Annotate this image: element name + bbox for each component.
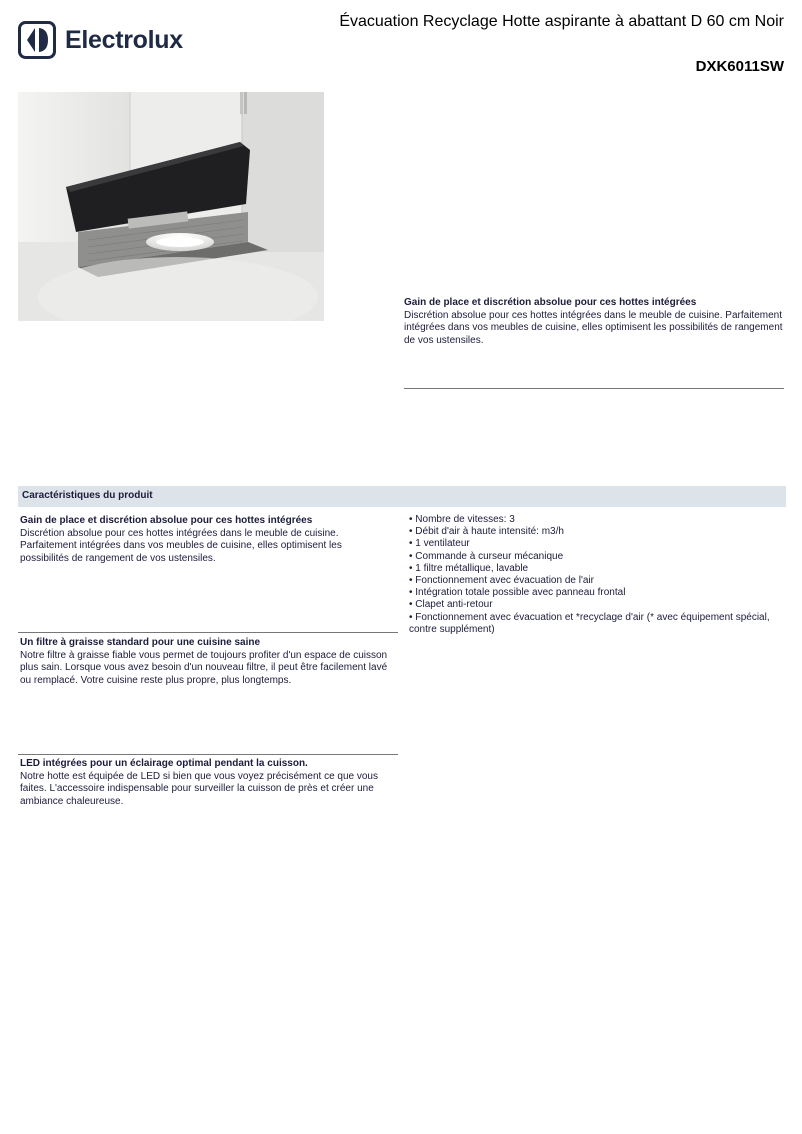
intro-heading: Gain de place et discrétion absolue pour ces hottes intégrées (404, 297, 697, 308)
brand-logo (18, 21, 183, 59)
feature-block (20, 515, 392, 565)
feature-text: Notre filtre à graisse fiable vous permet de toujours profiter d'un espace de cuisson plus sain. Lorsque vous avez besoin d'un nouveau filtre, il peut être facilement lavé ou remplacé. Votre cuisine reste plus propre, plus longtemps. (20, 649, 388, 686)
spec-item: • Fonctionnement avec évacuation et *recyclage d'air (* avec équipement spécial, contre supplément) (409, 611, 770, 635)
spec-item: • 1 ventilateur (409, 538, 470, 550)
electrolux-logo-icon (18, 21, 56, 59)
feature-text: Notre hotte est équipée de LED si bien que vous voyez précisément ce que vous faites. L'accessoire indispensable pour surveiller la cuisson de près et créer une ambiance chaleureuse. (20, 770, 378, 807)
intro-block (404, 297, 784, 347)
feature-heading: LED intégrées pour un éclairage optimal pendant la cuisson. (20, 758, 308, 769)
spec-item: • Nombre de vitesses: 3 (409, 514, 515, 525)
spec-item: • Intégration totale possible avec panneau frontal (409, 587, 626, 599)
feature-text: Discrétion absolue pour ces hottes intégrées dans le meuble de cuisine. Parfaitement intégrées dans vos meubles de cuisine, elles optimisent les possibilités de rangement de vos ustensiles. (20, 527, 342, 564)
spec-item: • 1 filtre métallique, lavable (409, 562, 529, 574)
brand-name: Electrolux (65, 25, 183, 54)
model-number: DXK6011SW (695, 58, 784, 75)
page-title: Évacuation Recyclage Hotte aspirante à abattant D 60 cm Noir (339, 13, 784, 30)
spec-item: • Débit d'air à haute intensité: m3/h (409, 526, 564, 538)
divider (18, 632, 398, 633)
divider (18, 754, 398, 755)
spec-item: • Commande à curseur mécanique (409, 550, 564, 562)
divider (404, 388, 784, 389)
feature-heading: Un filtre à graisse standard pour une cuisine saine (20, 637, 261, 648)
product-image (18, 92, 324, 321)
spec-list (409, 514, 787, 636)
spec-item: • Fonctionnement avec évacuation de l'air (409, 575, 594, 587)
feature-heading: Gain de place et discrétion absolue pour ces hottes intégrées (20, 515, 313, 526)
intro-text: Discrétion absolue pour ces hottes intégrées dans le meuble de cuisine. Parfaitement intégrées dans vos meubles de cuisine, elles optimisent les possibilités de rangement de vos ustensiles. (404, 309, 783, 346)
feature-block (20, 758, 392, 808)
spec-item: • Clapet anti-retour (409, 599, 493, 611)
section-header: Caractéristiques du produit (18, 486, 786, 507)
feature-block (20, 637, 392, 687)
